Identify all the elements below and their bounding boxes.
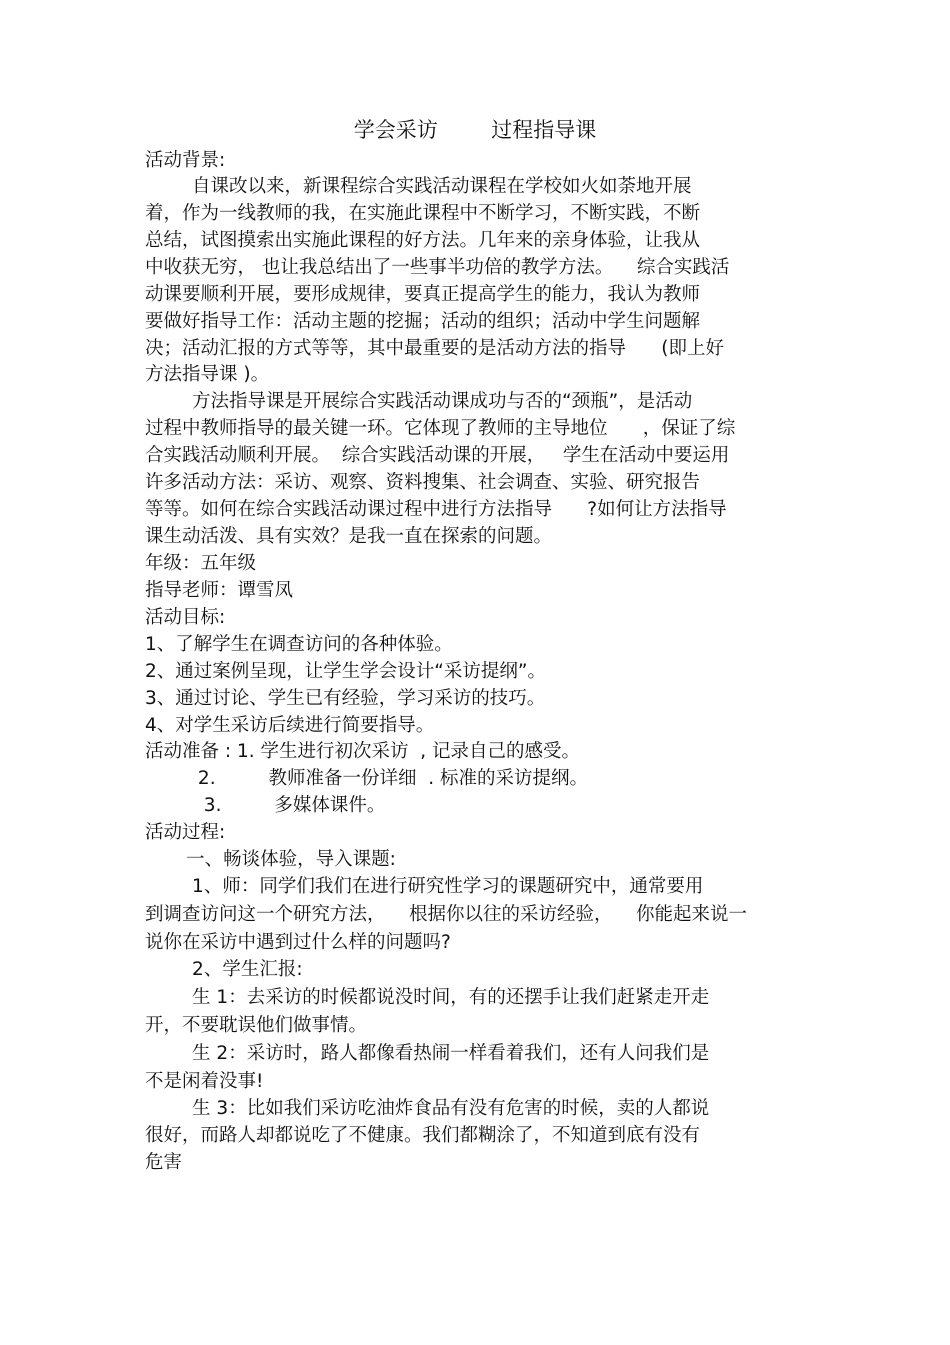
body-line: 一、畅谈体验，导入课题: [145, 849, 396, 870]
body-line: 方法指导课是开展综合实践活动课成功与否的“颈瓶”，是活动 [145, 391, 693, 412]
body-line: 3、通过讨论、学生已有经验，学习采访的技巧。 [145, 688, 546, 709]
body-line: 年级：五年级 [145, 553, 257, 574]
body-line: 3. 多媒体课件。 [145, 795, 386, 816]
body-line: 说你在采访中遇到过什么样的问题吗? [145, 932, 451, 953]
body-line: 活动目标: [145, 607, 226, 628]
body-line: 生 1：去采访的时候都说没时间，有的还摆手让我们赶紧走开走 [145, 987, 710, 1008]
body-line: 1、了解学生在调查访问的各种体验。 [145, 634, 453, 655]
body-line: 合实践活动顺利开展。 综合实践活动课的开展， 学生在活动中要运用 [145, 445, 730, 466]
body-line: 很好，而路人却都说吃了不健康。我们都糊涂了，不知道到底有没有 [145, 1125, 701, 1146]
body-line: 活动背景: [145, 150, 226, 171]
body-line: 开，不要耽误他们做事情。 [145, 1015, 368, 1036]
body-line: 着，作为一线教师的我，在实施此课程中不断学习，不断实践，不断 [145, 203, 701, 224]
body-line: 课生动活泼、具有实效？是我一直在探索的问题。 [145, 526, 553, 547]
body-line: 活动过程: [145, 822, 226, 843]
body-line: 中收获无穷， 也让我总结出了一些事半功倍的教学方法。 综合实践活 [145, 257, 730, 278]
body-line: 2. 教师准备一份详细 . 标准的采访提纲。 [145, 768, 589, 789]
body-line: 不是闲着没事! [145, 1071, 264, 1092]
body-line: 生 3：比如我们采访吃油炸食品有没有危害的时候，卖的人都说 [145, 1098, 710, 1119]
body-line: 指导老师：谭雪凤 [145, 580, 294, 601]
body-line: 许多活动方法：采访、观察、资料搜集、社会调查、实验、研究报告 [145, 472, 701, 493]
body-line: 2、学生汇报: [145, 959, 303, 980]
body-line: 危害 [145, 1152, 183, 1173]
body-line: 到调查访问这一个研究方法， 根据你以往的采访经验， 你能起来说一 [145, 904, 748, 925]
body-line: 自课改以来，新课程综合实践活动课程在学校如火如荼地开展 [145, 176, 692, 197]
body-line: 2、通过案例呈现，让学生学会设计“采访提纲”。 [145, 661, 546, 682]
body-line: 方法指导课 )。 [145, 364, 270, 385]
body-line: 4、对学生采访后续进行简要指导。 [145, 715, 435, 736]
body-line: 要做好指导工作：活动主题的挖掘；活动的组织；活动中学生问题解 [145, 311, 701, 332]
body-line: 1、师：同学们我们在进行研究性学习的课题研究中，通常要用 [145, 876, 704, 897]
body-line: 过程中教师指导的最关键一环。它体现了教师的主导地位 ，保证了综 [145, 418, 736, 439]
body-line: 决；活动汇报的方式等等，其中最重要的是活动方法的指导 (即上好 [145, 338, 725, 359]
body-line: 等等。如何在综合实践活动课过程中进行方法指导 ?如何让方法指导 [145, 499, 727, 520]
body-line: 总结，试图摸索出实施此课程的好方法。几年来的亲身体验，让我从 [145, 230, 701, 251]
body-line: 动课要顺利开展，要形成规律，要真正提高学生的能力，我认为教师 [145, 284, 701, 305]
body-line: 生 2：采访时，路人都像看热闹一样看着我们，还有人问我们是 [145, 1043, 710, 1064]
document-title: 学会采访 过程指导课 [353, 118, 597, 142]
body-line: 活动准备 : 1. 学生进行初次采访 , 记录自己的感受。 [145, 741, 581, 762]
